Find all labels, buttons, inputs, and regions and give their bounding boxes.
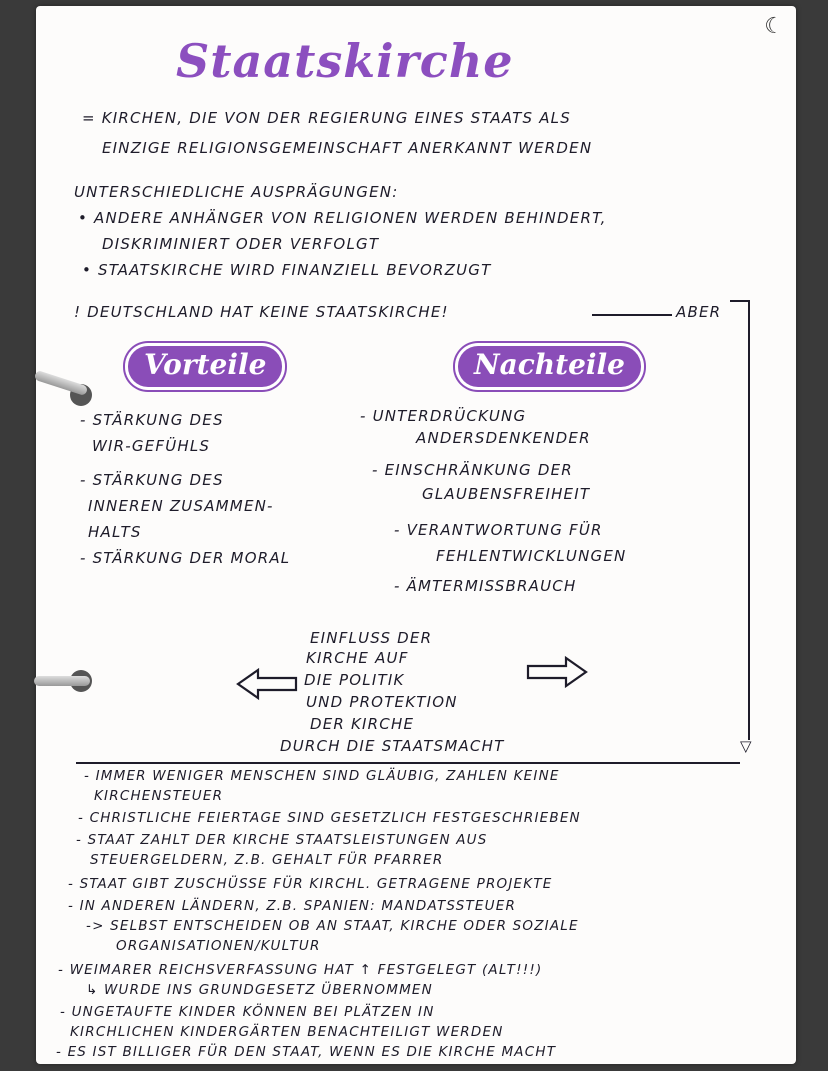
- center-line: EINFLUSS DER: [310, 629, 433, 647]
- vorteile-item: - STÄRKUNG DES: [80, 471, 224, 489]
- bottom-item: - CHRISTLICHE FEIERTAGE SIND GESETZLICH FESTGESCHRIEBEN: [78, 810, 581, 826]
- arrow-right-icon: [520, 654, 590, 690]
- arrow-left-icon: [234, 666, 304, 702]
- vorteile-badge: Vorteile: [128, 346, 282, 387]
- bottom-item: ORGANISATIONEN/KULTUR: [116, 938, 321, 954]
- variants-heading: UNTERSCHIEDLICHE AUSPRÄGUNGEN:: [74, 183, 399, 201]
- nachteile-item: FEHLENTWICKLUNGEN: [436, 547, 627, 565]
- aber-label: ABER: [676, 303, 722, 321]
- bottom-item: - IN ANDEREN LÄNDERN, Z.B. SPANIEN: MANDATSSTEUER: [68, 898, 517, 914]
- variants-item: • STAATSKIRCHE WIRD FINANZIELL BEVORZUGT: [82, 261, 492, 279]
- germany-note: ! DEUTSCHLAND HAT KEINE STAATSKIRCHE!: [74, 303, 449, 321]
- variants-item: • ANDERE ANHÄNGER VON RELIGIONEN WERDEN BEHINDERT,: [78, 209, 607, 227]
- center-line: KIRCHE AUF: [306, 649, 409, 667]
- bottom-item: - STAAT GIBT ZUSCHÜSSE FÜR KIRCHL. GETRAGENE PROJEKTE: [68, 876, 553, 892]
- bottom-item: -> SELBST ENTSCHEIDEN OB AN STAAT, KIRCHE ODER SOZIALE: [86, 918, 579, 934]
- variants-item: DISKRIMINIERT ODER VERFOLGT: [102, 235, 380, 253]
- definition-line-1: = KIRCHEN, DIE VON DER REGIERUNG EINES STAATS ALS: [82, 109, 571, 127]
- nachteile-item: - UNTERDRÜCKUNG: [360, 407, 527, 425]
- bottom-item: KIRCHENSTEUER: [94, 788, 224, 804]
- bottom-item: - IMMER WENIGER MENSCHEN SIND GLÄUBIG, ZAHLEN KEINE: [84, 768, 560, 784]
- nachteile-item: - ÄMTERMISSBRAUCH: [394, 577, 577, 595]
- bottom-item: - WEIMARER REICHSVERFASSUNG HAT ↑ FESTGELEGT (ALT!!!): [58, 962, 543, 978]
- center-line: DIE POLITIK: [304, 671, 405, 689]
- vertical-arrow-line: [748, 300, 750, 740]
- binder-ring: [34, 676, 90, 686]
- nachteile-item: GLAUBENSFREIHEIT: [422, 485, 591, 503]
- connector-line: [592, 314, 672, 316]
- moon-icon: ☾: [764, 14, 784, 39]
- nachteile-item: ANDERSDENKENDER: [416, 429, 591, 447]
- connector-line: [730, 300, 750, 302]
- bottom-item: - UNGETAUFTE KINDER KÖNNEN BEI PLÄTZEN IN: [60, 1004, 435, 1020]
- bottom-item: ↳ WURDE INS GRUNDGESETZ ÜBERNOMMEN: [86, 982, 433, 998]
- center-line: UND PROTEKTION: [306, 693, 458, 711]
- nachteile-item: - VERANTWORTUNG FÜR: [394, 521, 603, 539]
- section-divider: [76, 762, 740, 764]
- center-line: DURCH DIE STAATSMACHT: [280, 737, 505, 755]
- nachteile-item: - EINSCHRÄNKUNG DER: [372, 461, 573, 479]
- vorteile-item: - STÄRKUNG DER MORAL: [80, 549, 291, 567]
- bottom-item: - ES IST BILLIGER FÜR DEN STAAT, WENN ES DIE KIRCHE MACHT: [56, 1044, 557, 1060]
- bottom-item: STEUERGELDERN, Z.B. GEHALT FÜR PFARRER: [90, 852, 444, 868]
- vorteile-item: WIR-GEFÜHLS: [92, 437, 211, 455]
- arrow-down-icon: ▽: [740, 737, 753, 755]
- nachteile-badge: Nachteile: [458, 346, 641, 387]
- notebook-page: [36, 6, 796, 1064]
- page-title: Staatskirche: [176, 34, 514, 88]
- bottom-item: - STAAT ZAHLT DER KIRCHE STAATSLEISTUNGEN AUS: [76, 832, 488, 848]
- bottom-item: KIRCHLICHEN KINDERGÄRTEN BENACHTEILIGT WERDEN: [70, 1024, 504, 1040]
- vorteile-item: HALTS: [88, 523, 142, 541]
- definition-line-2: EINZIGE RELIGIONSGEMEINSCHAFT ANERKANNT WERDEN: [102, 139, 593, 157]
- vorteile-item: INNEREN ZUSAMMEN-: [88, 497, 274, 515]
- vorteile-item: - STÄRKUNG DES: [80, 411, 224, 429]
- center-line: DER KIRCHE: [310, 715, 415, 733]
